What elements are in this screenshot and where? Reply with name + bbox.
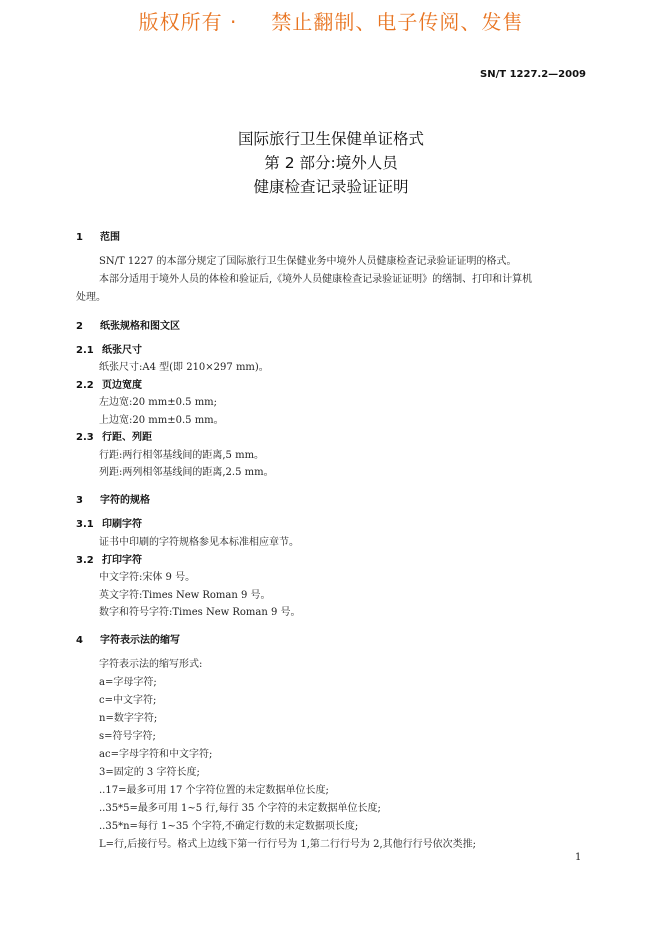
page-number: 1 [575,852,582,863]
section-1-heading: 1 范围 [76,232,120,243]
section-2-2-heading: 2.2 页边宽度 [76,380,142,391]
paragraph: 数字和符号字符:Times New Roman 9 号。 [99,607,301,618]
paragraph: SN/T 1227 的本部分规定了国际旅行卫生保健业务中境外人员健康检查记录验证证明的格式。 [99,256,517,267]
list-item: c=中文字符; [99,695,157,706]
paragraph: 上边宽:20 mm±0.5 mm。 [99,415,224,426]
standard-id: SN/T 1227.2—2009 [480,69,586,80]
list-item: 3=固定的 3 字符长度; [99,767,200,778]
list-item: ..35*5=最多可用 1~5 行,每行 35 个字符的未定数据单位长度; [99,803,381,814]
section-3-2-heading: 3.2 打印字符 [76,555,142,566]
title-line-2: 第 2 部分:境外人员 [264,154,398,172]
paragraph: 证书中印刷的字符规格参见本标准相应章节。 [99,537,299,548]
section-2-3-heading: 2.3 行距、列距 [76,432,152,443]
list-item: ..17=最多可用 17 个字符位置的未定数据单位长度; [99,785,329,796]
list-item: ac=字母字符和中文字符; [99,749,213,760]
list-item: ..35*n=每行 1~35 个字符,不确定行数的未定数据项长度; [99,821,359,832]
list-item: s=符号字符; [99,731,156,742]
paragraph: 本部分适用于境外人员的体检和验证后,《境外人员健康检查记录验证证明》的缮制、打印和计算机 [99,274,533,285]
paragraph: 英文字符:Times New Roman 9 号。 [99,590,271,601]
list-item: n=数字字符; [99,713,158,724]
copyright-watermark [0,6,662,35]
paragraph: 中文字符:宋体 9 号。 [99,572,196,583]
section-3-1-heading: 3.1 印刷字符 [76,519,142,530]
watermark-right: 禁止翻制、电子传阅、发售 [271,10,524,34]
list-item: L=行,后接行号。格式上边线下第一行行号为 1,第二行行号为 2,其他行行号依次类推; [99,839,477,850]
section-4-heading: 4 字符表示法的缩写 [76,635,180,646]
paragraph: 行距:两行相邻基线间的距离,5 mm。 [99,450,265,461]
paragraph: 处理。 [76,292,106,303]
paragraph: 左边宽:20 mm±0.5 mm; [99,397,218,408]
section-3-heading: 3 字符的规格 [76,495,150,506]
list-item: a=字母字符; [99,677,157,688]
title-line-3: 健康检查记录验证证明 [253,178,409,196]
section-2-1-heading: 2.1 纸张尺寸 [76,345,142,356]
list-item: 字符表示法的缩写形式: [99,659,203,670]
watermark-left: 版权所有 · [138,10,238,34]
paragraph: 列距:两列相邻基线间的距离,2.5 mm。 [99,467,274,478]
section-2-heading: 2 纸张规格和图文区 [76,321,180,332]
paragraph: 纸张尺寸:A4 型(即 210×297 mm)。 [99,362,269,373]
title-line-1: 国际旅行卫生保健单证格式 [237,130,424,148]
